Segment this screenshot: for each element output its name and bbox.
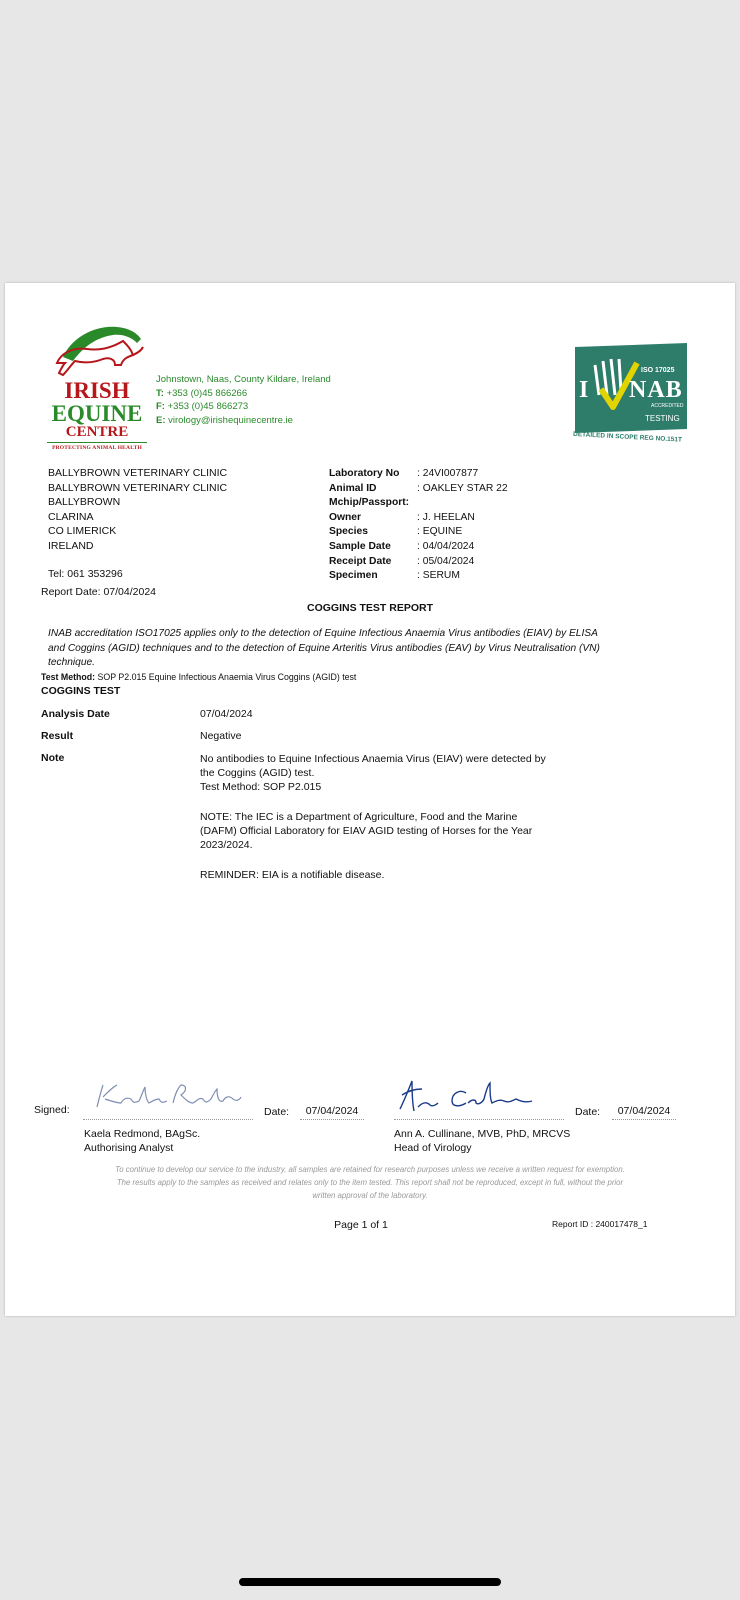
fax-label: F: xyxy=(156,401,165,412)
report-page xyxy=(5,283,735,1316)
inab-iso: ISO 17025 xyxy=(641,367,675,374)
recipient-line: BALLYBROWN VETERINARY CLINIC xyxy=(48,467,228,479)
test-method-line xyxy=(41,672,356,682)
left-signatory-role: Authorising Analyst xyxy=(84,1142,174,1154)
note-line: NOTE: The IEC is a Department of Agriculture, Food and the Marine xyxy=(200,811,518,823)
footer-line: The results apply to the samples as received and relates only to the item tested. This report shall not be reproduced, except in full, without the prior xyxy=(116,1178,624,1187)
detail-row xyxy=(329,467,508,482)
detail-label: Owner xyxy=(329,511,362,523)
note-reminder: REMINDER: EIA is a notifiable disease. xyxy=(200,869,385,881)
home-indicator[interactable] xyxy=(239,1578,501,1586)
detail-label: Sample Date xyxy=(329,540,391,552)
logo-line-equine: EQUINE xyxy=(51,401,143,426)
logo-tagline: PROTECTING ANIMAL HEALTH xyxy=(52,445,142,451)
detail-value: : SERUM xyxy=(417,570,460,582)
email-value: virology@irishequinecentre.ie xyxy=(168,414,293,426)
detail-row xyxy=(329,555,508,570)
inab-testing: TESTING xyxy=(645,414,680,423)
note-label: Note xyxy=(41,752,65,764)
right-date-label: Date: xyxy=(575,1106,601,1118)
footer-line: written approval of the laboratory. xyxy=(312,1191,428,1200)
result-label: Result xyxy=(41,730,74,742)
recipient-line: CLARINA xyxy=(48,510,94,523)
inab-scope: DETAILED IN SCOPE REG NO.151T xyxy=(572,430,683,444)
test-method-value: SOP P2.015 Equine Infectious Anaemia Virus Coggins (AGID) test xyxy=(97,672,357,682)
note-line: Test Method: SOP P2.015 xyxy=(200,781,322,793)
left-date-label: Date: xyxy=(264,1106,290,1118)
detail-row xyxy=(329,569,508,584)
left-signatory xyxy=(84,1127,200,1155)
right-signatory-role: Head of Virology xyxy=(394,1142,472,1154)
left-signature xyxy=(83,1075,253,1120)
inab-accredited: ACCREDITED xyxy=(651,403,684,409)
left-signatory-name: Kaela Redmond, BAgSc. xyxy=(84,1128,201,1140)
phone-label: T: xyxy=(156,387,164,399)
inab-name: NAB xyxy=(629,377,683,403)
detail-label: Specimen xyxy=(329,570,378,582)
right-signatory xyxy=(394,1127,570,1155)
note-line: the Coggins (AGID) test. xyxy=(200,767,315,779)
right-date-value: 07/04/2024 xyxy=(612,1104,676,1120)
note-body xyxy=(200,752,546,882)
page-number: Page 1 of 1 xyxy=(334,1219,388,1231)
detail-value: : OAKLEY STAR 22 xyxy=(417,482,508,494)
note-line: 2023/2024. xyxy=(200,839,253,851)
analysis-date-value: 07/04/2024 xyxy=(200,708,253,720)
accreditation-line: and Coggins (AGID) techniques and to the detection of Equine Arteritis Virus antibodies (EAV) by Virus Neutralisation (VN) xyxy=(48,642,600,654)
recipient-line: BALLYBROWN xyxy=(48,496,121,509)
detail-label: Laboratory No xyxy=(329,468,400,479)
result-value: Negative xyxy=(200,730,242,742)
sample-details xyxy=(329,467,508,584)
detail-row xyxy=(329,482,508,497)
detail-value: : 05/04/2024 xyxy=(417,555,475,567)
note-line: No antibodies to Equine Infectious Anaemia Virus (EIAV) were detected by xyxy=(200,753,546,765)
inab-accreditation-badge: ISO 17025 I NAB ACCREDITED TESTING DETAILED IN SCOPE REG NO.151T xyxy=(571,345,689,449)
signed-label: Signed: xyxy=(34,1104,70,1116)
horse-logo-icon xyxy=(43,319,151,381)
logo-line-irish: IRISH xyxy=(64,378,130,403)
detail-row xyxy=(329,496,508,511)
report-title: COGGINS TEST REPORT xyxy=(306,602,433,614)
detail-label: Mchip/Passport: xyxy=(329,497,410,509)
recipient-line: BALLYBROWN VETERINARY CLINIC xyxy=(48,481,228,494)
report-date: Report Date: 07/04/2024 xyxy=(41,586,156,598)
footer-disclaimer xyxy=(5,1163,735,1202)
right-signature xyxy=(394,1075,564,1120)
detail-label: Species xyxy=(329,526,368,538)
contact-block xyxy=(156,373,331,427)
recipient-line: IRELAND xyxy=(48,539,94,552)
right-signature-image xyxy=(394,1075,564,1119)
accreditation-statement xyxy=(48,627,600,671)
detail-label: Animal ID xyxy=(329,482,377,494)
detail-label: Receipt Date xyxy=(329,555,392,567)
report-id: Report ID : 240017478_1 xyxy=(552,1219,648,1229)
accreditation-line: INAB accreditation ISO17025 applies only to the detection of Equine Infectious Anaemia Virus antibodies (EIAV) by ELISA xyxy=(48,628,598,639)
test-method-label: Test Method: xyxy=(41,672,96,682)
note-line: (DAFM) Official Laboratory for EIAV AGID testing of Horses for the Year xyxy=(200,825,533,837)
detail-value: : 24VI007877 xyxy=(417,468,479,479)
recipient-line: CO LIMERICK xyxy=(48,525,117,538)
section-title: COGGINS TEST xyxy=(41,685,121,697)
detail-row xyxy=(329,511,508,526)
email-label: E: xyxy=(156,414,166,426)
irish-equine-centre-logo xyxy=(43,319,151,455)
analysis-date-label: Analysis Date xyxy=(41,708,110,720)
accreditation-line: technique. xyxy=(48,657,96,668)
detail-value: : J. HEELAN xyxy=(417,511,475,523)
contact-address: Johnstown, Naas, County Kildare, Ireland xyxy=(156,374,331,385)
left-date-value: 07/04/2024 xyxy=(300,1104,364,1120)
footer-line: To continue to develop our service to the industry, all samples are retained for research purposes unless we receive a written request for exemption. xyxy=(115,1165,625,1174)
recipient-tel: Tel: 061 353296 xyxy=(48,568,123,580)
left-signature-image xyxy=(83,1077,253,1117)
fax-value: +353 (0)45 866273 xyxy=(167,401,249,412)
right-signatory-name: Ann A. Cullinane, MVB, PhD, MRCVS xyxy=(394,1128,571,1140)
recipient-address xyxy=(48,466,227,554)
logo-line-centre: CENTRE xyxy=(65,424,129,440)
detail-value: : 04/04/2024 xyxy=(417,540,475,552)
detail-row xyxy=(329,540,508,555)
detail-value: : EQUINE xyxy=(417,526,463,538)
phone-value: +353 (0)45 866266 xyxy=(166,387,248,399)
detail-row xyxy=(329,525,508,540)
